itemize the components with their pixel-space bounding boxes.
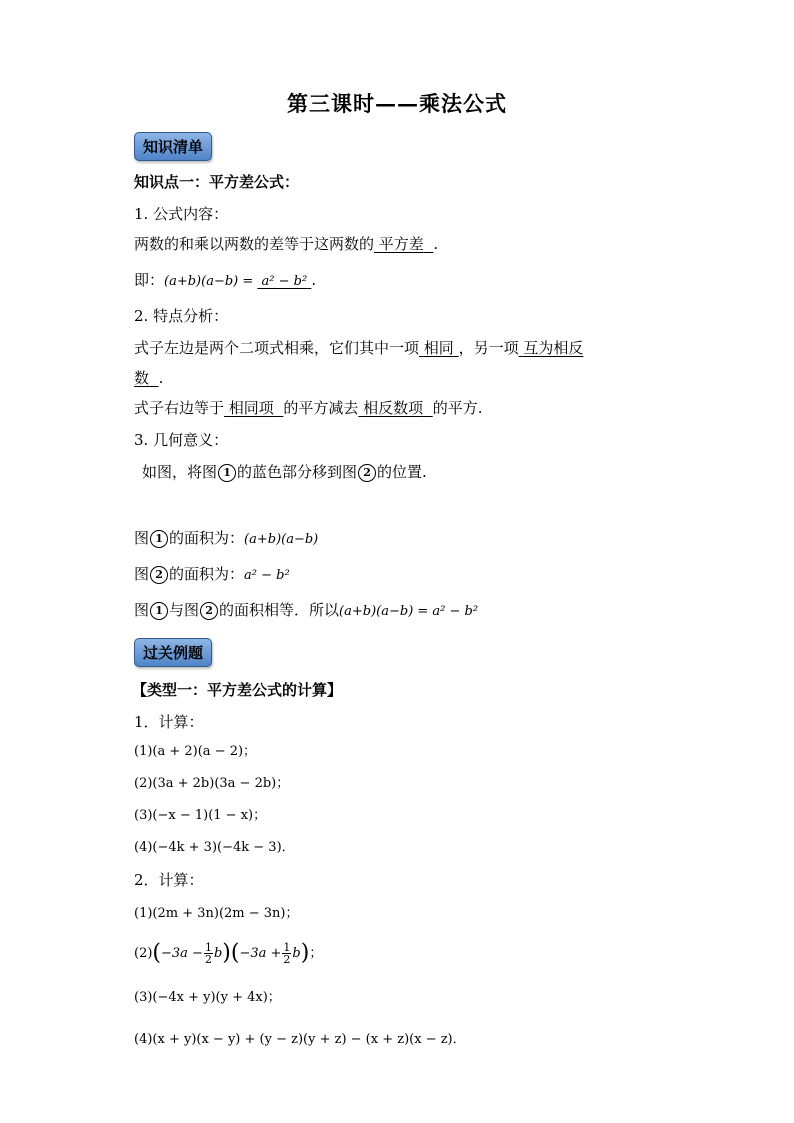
item2-line2-c: 的平方.	[432, 399, 483, 417]
item3-text-a: 如图，将图	[142, 463, 218, 481]
item2-blank2a: 互为相反	[523, 339, 584, 357]
q2-item-2: (2)(−3a − $\frac{1}{2}$ b)(−3a + $\frac{1}{2}$ b)；	[134, 940, 323, 966]
q2-2-c: −3a +	[239, 946, 282, 961]
q2-item-3: (3)(−4x + y)(y + 4x)；	[134, 990, 281, 1005]
circled-2-icon: 2	[150, 566, 168, 584]
item2-text-b: ，另一项	[458, 339, 519, 357]
item1-formula-blank: a² − b²	[261, 274, 308, 289]
area1-line	[134, 528, 318, 550]
area1-formula: (a+b)(a−b)	[244, 532, 319, 547]
item1-formula-lhs: (a+b)(a−b) =	[164, 274, 258, 289]
item1-formula-prefix: 即：	[134, 271, 165, 289]
area2-b: 的面积为：	[169, 565, 245, 583]
q1-item-3: (3)(−x − 1)(1 − x)；	[134, 808, 267, 823]
circled-1-icon: 1	[218, 464, 236, 482]
item1-end: .	[433, 235, 439, 253]
circled-2-icon: 2	[200, 602, 218, 620]
item2-line2-b: 的平方减去	[283, 399, 359, 417]
item1-text	[134, 234, 438, 254]
q2-2-a: −3a −	[161, 946, 203, 961]
item1-formula-end: .	[311, 271, 317, 289]
area2-a: 图	[134, 565, 150, 583]
equal-a: 图	[134, 601, 150, 619]
circled-1-icon: 1	[150, 602, 168, 620]
equal-line	[134, 600, 478, 622]
item2-line2-a: 式子右边等于	[134, 399, 225, 417]
fraction-half: $\frac{1}{2}$	[283, 941, 291, 966]
q2-item-4: (4)(x + y)(x − y) + (y − z)(y + z) − (x + z)(x − z)．	[134, 1032, 466, 1047]
item1-label: 1. 公式内容：	[134, 205, 229, 223]
item2-blank1: 相同	[423, 339, 454, 357]
area1-b: 的面积为：	[169, 529, 245, 547]
item1-formula	[134, 270, 316, 292]
circled-1-icon: 1	[150, 530, 168, 548]
item2-end: .	[158, 369, 164, 387]
q1-label: 1．计算：	[134, 713, 204, 731]
item2-blank2b: 数	[134, 369, 150, 387]
item2-line2	[134, 398, 483, 418]
q2-label: 2．计算：	[134, 871, 204, 889]
area2-formula: a² − b²	[244, 568, 290, 583]
area1-a: 图	[134, 529, 150, 547]
fraction-half: $\frac{1}{2}$	[204, 941, 212, 966]
type1-heading: 【类型一：平方差公式的计算】	[132, 681, 343, 699]
item2-text	[134, 338, 583, 358]
q2-2-end: ；	[309, 946, 323, 961]
item3-label: 3. 几何意义：	[134, 431, 229, 449]
equal-b: 与图	[169, 601, 200, 619]
item2-label: 2. 特点分析：	[134, 307, 229, 325]
item2-blank4: 相反数项	[363, 399, 424, 417]
q2-item-1: (1)(2m + 3n)(2m − 3n)；	[134, 906, 299, 921]
q1-item-1: (1)(a + 2)(a − 2)；	[134, 744, 257, 759]
q2-2-prefix: (2)	[134, 946, 153, 961]
page-title: 第三课时——乘法公式	[287, 91, 507, 116]
item2-text-cont	[134, 368, 163, 388]
item2-blank3: 相同项	[228, 399, 274, 417]
area2-line	[134, 564, 290, 586]
examples-badge: 过关例题	[134, 638, 212, 667]
item1-text-a: 两数的和乘以两数的差等于这两数的	[134, 235, 375, 253]
q2-2-b: b	[213, 946, 223, 961]
item2-text-a: 式子左边是两个二项式相乘，它们其中一项	[134, 339, 420, 357]
q1-item-4: (4)(−4k + 3)(−4k − 3)．	[134, 840, 295, 855]
q2-2-d: b	[292, 946, 301, 961]
item3-text-c: 的位置.	[377, 463, 427, 481]
q1-item-2: (2)(3a + 2b)(3a − 2b)；	[134, 776, 290, 791]
item3-text	[142, 462, 427, 482]
point1-heading: 知识点一：平方差公式：	[134, 173, 300, 191]
item1-blank: 平方差	[378, 235, 424, 253]
knowledge-list-badge: 知识清单	[134, 132, 212, 161]
item3-text-b: 的蓝色部分移到图	[237, 463, 358, 481]
circled-2-icon: 2	[358, 464, 376, 482]
equal-formula: (a+b)(a−b) = a² − b²	[339, 604, 479, 619]
equal-c: 的面积相等．所以	[219, 601, 340, 619]
